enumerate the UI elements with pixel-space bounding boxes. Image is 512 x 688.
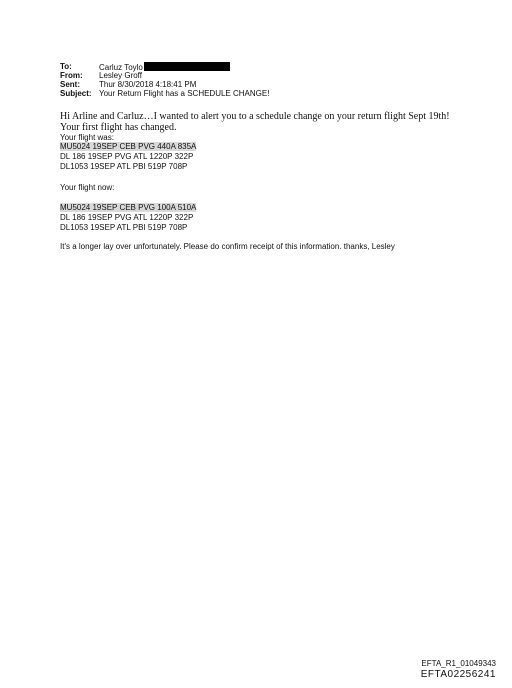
closing-line: It's a longer lay over unfortunately. Please do confirm receipt of this information. thanks, Lesley [60,242,395,251]
greeting-line-2: Your first flight has changed. [60,122,177,133]
to-label: To: [60,62,72,71]
now-flight-highlighted: MU5024 19SEP CEB PVG 100A 510A [60,203,197,212]
subject-value: Your Return Flight has a SCHEDULE CHANGE! [99,89,270,98]
now-flight-row: DL 186 19SEP PVG ATL 1220P 322P [60,213,194,222]
from-value: Lesley Groff [99,71,142,80]
greeting-line-1: Hi Arline and Carluz…I wanted to alert you to a schedule change on your return flight Sept 19th! [60,111,450,122]
to-name: Carluz Toylo [99,63,143,72]
sent-value: Thur 8/30/2018 4:18:41 PM [99,80,197,89]
was-flight-row [60,142,196,151]
was-flight-row: DL1053 19SEP ATL PBI 519P 708P [60,162,188,171]
was-flight-row: DL 186 19SEP PVG ATL 1220P 322P [60,152,194,161]
bates-number-1: EFTA_R1_01049343 [421,659,496,668]
sent-label: Sent: [60,80,80,89]
bates-number-2: EFTA02256241 [420,669,496,680]
subject-label: Subject: [60,89,92,98]
now-label: Your flight now: [60,183,115,192]
from-label: From: [60,71,83,80]
redaction-bar [144,62,230,71]
was-label: Your flight was: [60,133,114,142]
was-flight-highlighted: MU5024 19SEP CEB PVG 440A 835A [60,142,197,151]
now-flight-row [60,203,196,212]
now-flight-row: DL1053 19SEP ATL PBI 519P 708P [60,223,188,232]
